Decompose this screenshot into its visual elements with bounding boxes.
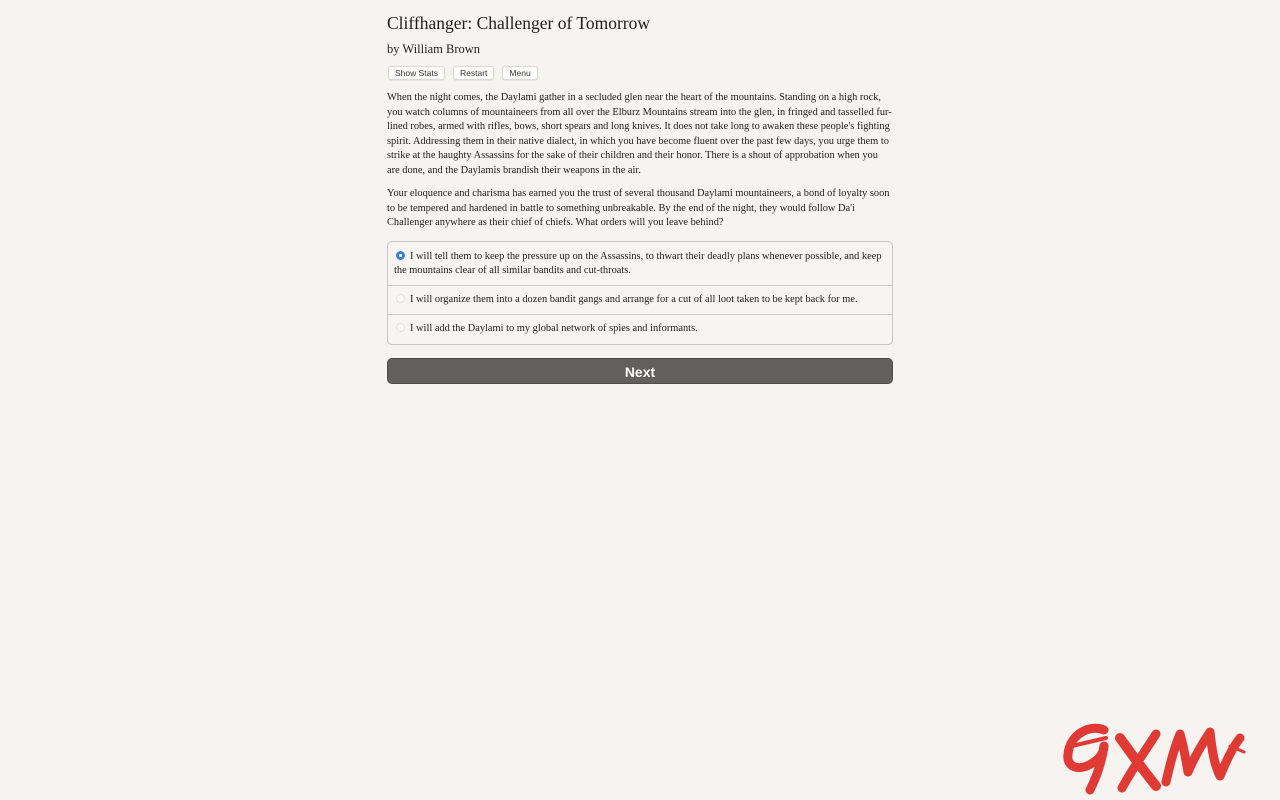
choice-option-3[interactable]	[388, 314, 892, 344]
story-paragraph: Your eloquence and charisma has earned you the trust of several thousand Daylami mountaineers, a bond of loyalty soon to be tempered and hardened in battle to something unbreakable. By the end of the night, they would follow Da'i Challenger anywhere as their chief of chiefs. What orders will you leave behind?	[387, 188, 890, 228]
game-author: by William Brown	[387, 42, 481, 56]
story-paragraph: When the night comes, the Daylami gather in a secluded glen near the heart of the mountains. Standing on a high rock, you watch columns of mountaineers from all over the Elburz Mountains stream into the glen, in fringed and tasselled fur-lined robes, armed with rifles, bows, short spears and long knives. It does not take long to awaken these people's fighting spirit. Addressing them in their native dialect, in which you have become fluent over the past few days, you urge them to strike at the haughty Assassins for the sake of their children and their honor. There is a shout of approbation when you are done, and the Daylamis brandish their weapons in the air.	[387, 92, 892, 176]
story-text	[387, 91, 893, 231]
restart-button[interactable]: Restart	[453, 66, 494, 80]
game-page	[387, 0, 893, 384]
radio-button-selected-icon[interactable]	[396, 251, 405, 260]
gxm-logo-icon	[1060, 716, 1246, 800]
toolbar	[387, 66, 893, 80]
choice-option-1[interactable]	[388, 242, 892, 285]
radio-button-icon[interactable]	[396, 294, 405, 303]
menu-button[interactable]: Menu	[502, 66, 537, 80]
choice-list	[387, 241, 893, 345]
choice-label: I will organize them into a dozen bandit gangs and arrange for a cut of all loot taken to be kept back for me.	[410, 293, 858, 305]
next-button[interactable]: Next	[387, 358, 893, 384]
show-stats-button[interactable]: Show Stats	[388, 66, 445, 80]
choice-label: I will tell them to keep the pressure up on the Assassins, to thwart their deadly plans whenever possible, and keep the mountains clear of all similar bandits and cut-throats.	[394, 250, 882, 276]
choice-label: I will add the Daylami to my global network of spies and informants.	[410, 323, 698, 334]
radio-button-icon[interactable]	[396, 323, 405, 332]
choice-option-2[interactable]	[388, 285, 892, 315]
game-title: Cliffhanger: Challenger of Tomorrow	[387, 13, 650, 33]
